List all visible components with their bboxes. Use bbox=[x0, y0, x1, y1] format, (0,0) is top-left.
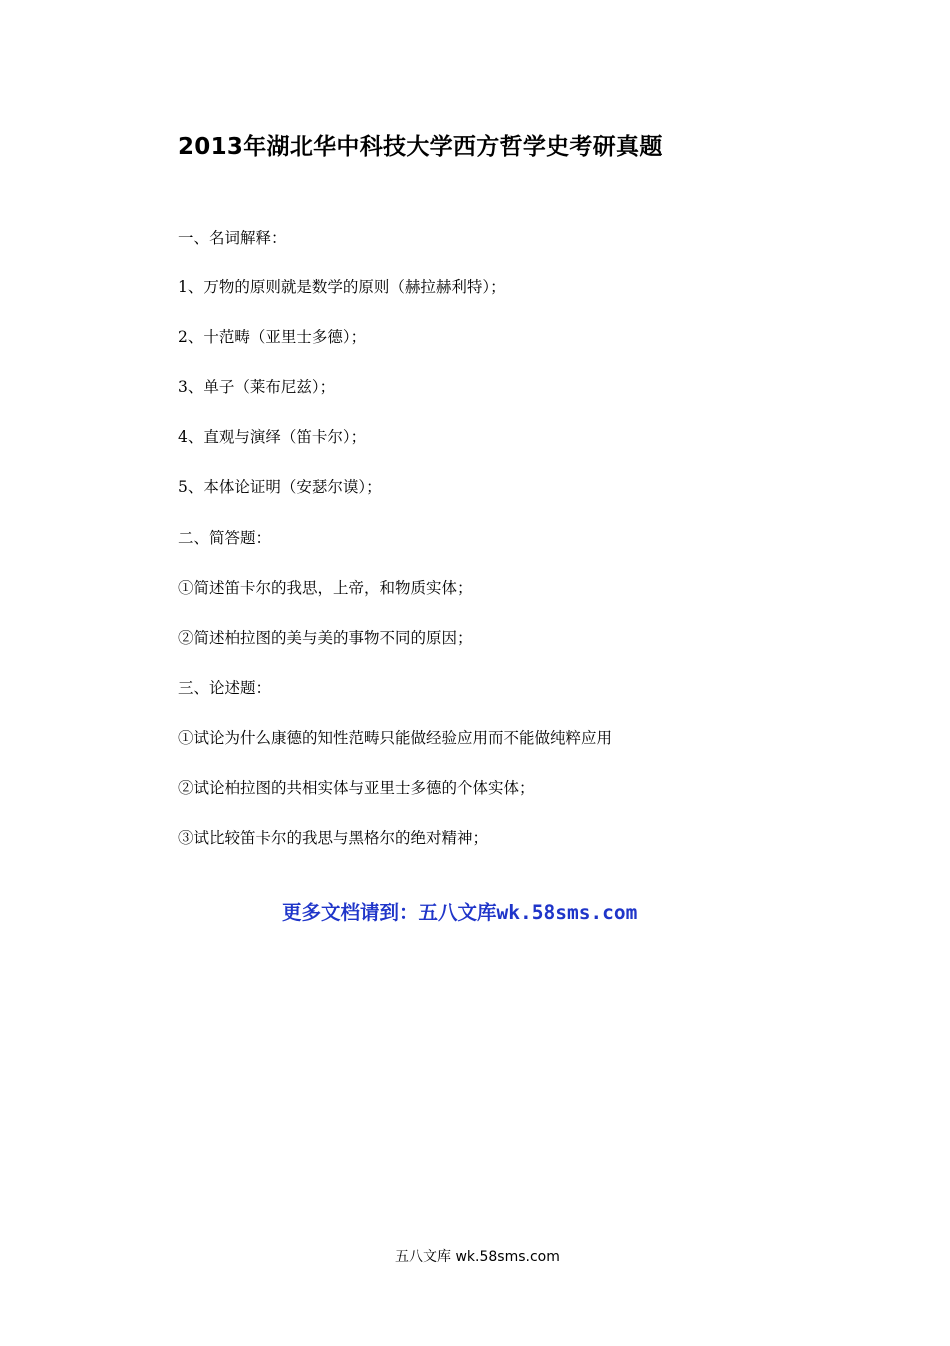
page-footer: 五八文库 wk.58sms.com bbox=[395, 1249, 560, 1265]
question-item: 4、直观与演绎（笛卡尔）； bbox=[178, 428, 367, 446]
promo-text: 更多文档请到：五八文库 bbox=[282, 901, 497, 924]
section-heading-essay: 三、论述题： bbox=[178, 679, 272, 697]
question-item: 3、单子（莱布尼兹）； bbox=[178, 378, 336, 396]
section-heading-terms: 一、名词解释： bbox=[178, 229, 287, 247]
question-item: ③试比较笛卡尔的我思与黑格尔的绝对精神； bbox=[178, 829, 489, 847]
promo-link[interactable] bbox=[282, 897, 637, 925]
question-item: 1、万物的原则就是数学的原则（赫拉赫利特）； bbox=[178, 278, 506, 296]
question-item: ②简述柏拉图的美与美的事物不同的原因； bbox=[178, 629, 473, 647]
question-item: ②试论柏拉图的共相实体与亚里士多德的个体实体； bbox=[178, 779, 535, 797]
question-item: ①试论为什么康德的知性范畴只能做经验应用而不能做纯粹应用 bbox=[178, 729, 613, 747]
promo-url[interactable]: wk.58sms.com bbox=[496, 901, 638, 924]
section-heading-short-answer: 二、简答题： bbox=[178, 529, 272, 547]
question-item: ①简述笛卡尔的我思，上帝，和物质实体； bbox=[178, 579, 473, 597]
question-item: 5、本体论证明（安瑟尔谟）； bbox=[178, 478, 382, 496]
question-item: 2、十范畴（亚里士多德）； bbox=[178, 328, 367, 346]
document-title: 2013年湖北华中科技大学西方哲学史考研真题 bbox=[178, 134, 663, 160]
